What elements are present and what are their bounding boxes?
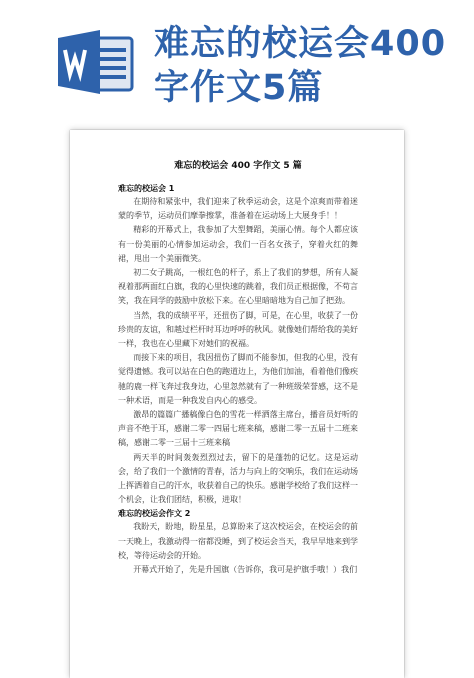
document-title: 难忘的校运会 400 字作文 5 篇 <box>174 161 302 171</box>
paragraph: 在期待和紧张中，我们迎来了秋季运动会，这是个凉爽而带着迷蒙的季节，运动员们摩拳擦掌，准备着在运动场上大展身手！！ <box>118 197 358 221</box>
section-heading: 难忘的校运会作文 2 <box>118 509 191 519</box>
section-heading: 难忘的校运会 1 <box>118 184 175 193</box>
paragraph: 激昂的篇篇广播稿像白色的雪花一样洒落主席台，播音员好听的声音不绝于耳，感谢二零一四届七班来稿，感谢二零一五届十二班来稿，感谢二零一三届十三班来稿 <box>118 410 358 448</box>
paragraph: 我盼天，盼地，盼星星，总算盼来了这次校运会，在校运会的前一天晚上，我激动得一宿都没睡，到了校运会当天，我早早地来到学校，等待运动会的开始。 <box>118 522 358 560</box>
paragraph: 当然，我的成绩平平，还扭伤了脚，可是，在心里，收获了一份珍贵的友谊，和越过栏杆时耳边呼呼的秋风。就像她们帮给我的美好一样，我也在心里藏下对她们的祝福。 <box>118 310 358 349</box>
paragraph: 开幕式开始了，先是升国旗（告诉你，我可是护旗手哦！）我们 <box>133 565 358 575</box>
paragraph: 初二女子跳高，一根红色的杆子，系上了我们的梦想，所有人凝视着那两面红白旗，我的心里快速的跳着，我们员正根据像，不苟言笑，我在同学的鼓励中放松下来。在心里暗暗地为自己加了把劲。 <box>118 268 358 306</box>
banner-title: 难忘的校运会400字作文5篇 <box>154 24 447 108</box>
paragraph: 而接下来的项目，我因扭伤了脚而不能参加，但我的心里，没有觉得遗憾。我可以站在白色的跑道边上，为他们加油，看着他们像疾驰的鹿一样飞奔过我身边，心里忽然就有了一种班级荣誉感，这不是一种术语，而是一种我发自内心的感受。 <box>118 353 358 405</box>
paragraph: 两天半的时间轰轰烈烈过去，留下的是蓬勃的记忆。这是运动会，给了我们一个激情的青春，活力与向上的交响乐，我们在运动场上挥洒着自己的汗水，收获着自己的快乐。感谢学校给了我们这样一个机会，让我们团结，积极，进取！ <box>118 452 358 505</box>
word-doc-icon <box>58 30 136 94</box>
document-page <box>70 130 404 678</box>
paragraph: 精彩的开幕式上，我参加了大型舞蹈，美丽心情。每个人都应该有一份美丽的心情参加运动会，我们一百名女孩子，穿着火红的舞裙，甩出一个美丽微笑。 <box>118 225 358 263</box>
